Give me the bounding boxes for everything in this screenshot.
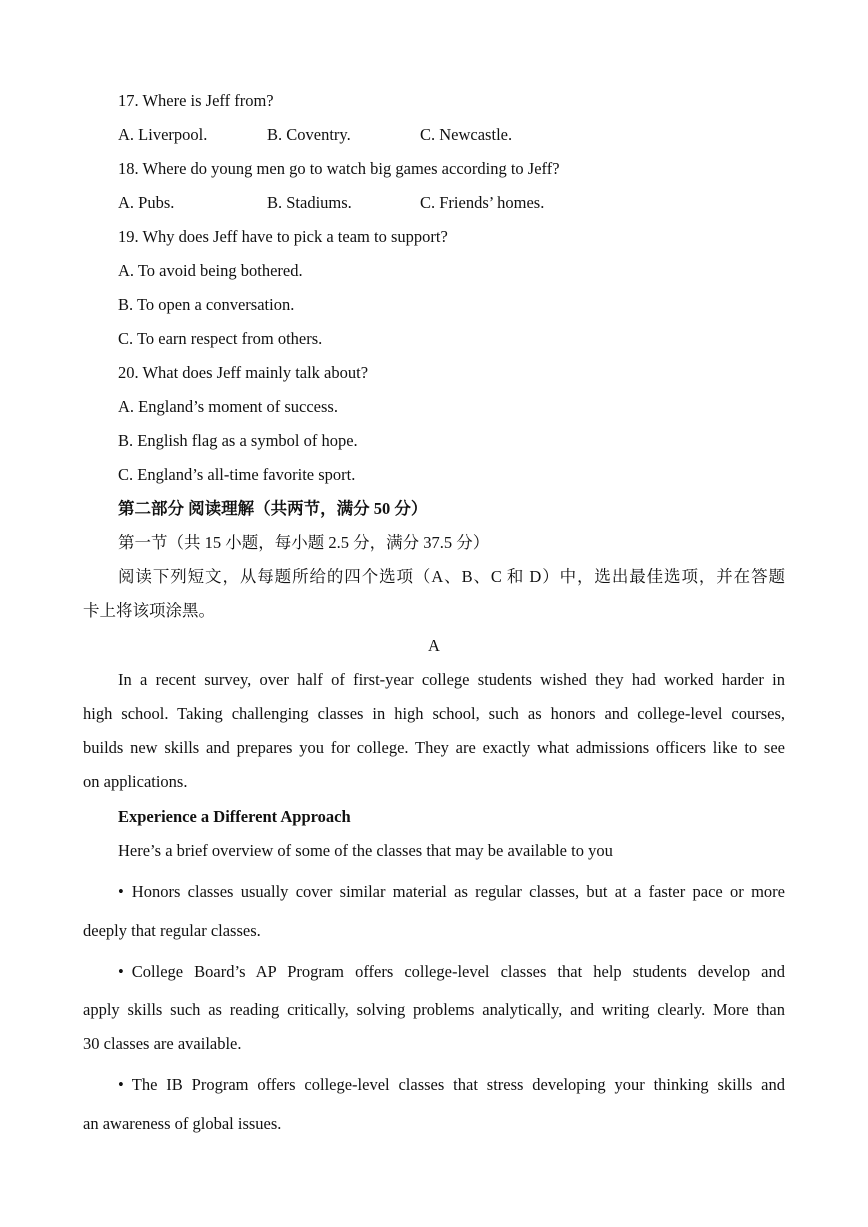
question-20: 20. What does Jeff mainly talk about? [118,363,369,382]
paragraph-line: deeply that regular classes. [83,921,261,940]
option-a: A. Liverpool. [118,125,208,144]
paragraph-line: In a recent survey, over half of first-year college students wished they had worked harder in [118,670,785,689]
bullet-icon: • [118,962,124,981]
paragraph-line: on applications. [83,772,188,791]
instructions-line-1: 阅读下列短文，从每题所给的四个选项（A、B、C 和 D）中，选出最佳选项，并在答题 [118,567,785,586]
option-a: A. To avoid being bothered. [118,261,303,280]
section-part-heading: 第一节（共 15 小题，每小题 2.5 分，满分 37.5 分） [118,533,490,552]
paragraph-line: builds new skills and prepares you for college. They are exactly what admissions officers like to see [83,738,785,757]
bullet-icon: • [118,1075,124,1094]
option-c: C. Newcastle. [420,125,513,144]
option-b: B. Stadiums. [267,193,352,212]
option-c: C. To earn respect from others. [118,329,323,348]
bullet-item [118,1075,785,1095]
question-19: 19. Why does Jeff have to pick a team to support? [118,227,448,246]
paragraph-line: apply skills such as reading critically, solving problems analytically, and writing clearly. More than [83,1000,785,1019]
option-c: C. Friends’ homes. [420,193,545,212]
option-c: C. England’s all-time favorite sport. [118,465,356,484]
question-17: 17. Where is Jeff from? [118,91,274,110]
option-a: A. Pubs. [118,193,175,212]
paragraph-line: high school. Taking challenging classes in high school, such as honors and college-level courses, [83,704,785,723]
bullet-item [118,882,785,902]
option-a: A. England’s moment of success. [118,397,338,416]
bullet-text: The IB Program offers college-level classes that stress developing your thinking skills and [131,1075,785,1094]
bullet-text: College Board’s AP Program offers college-level classes that help students develop and [131,962,785,981]
bullet-icon: • [118,882,124,901]
overview-text: Here’s a brief overview of some of the classes that may be available to you [118,841,613,860]
bullet-item [118,962,785,982]
option-b: B. To open a conversation. [118,295,295,314]
question-18: 18. Where do young men go to watch big games according to Jeff? [118,159,560,178]
bullet-text: Honors classes usually cover similar material as regular classes, but at a faster pace or more [131,882,785,901]
option-b: B. English flag as a symbol of hope. [118,431,358,450]
section-heading: 第二部分 阅读理解（共两节，满分 50 分） [118,499,428,518]
paragraph-line: 30 classes are available. [83,1034,242,1053]
paragraph-line: an awareness of global issues. [83,1114,282,1133]
option-b: B. Coventry. [267,125,351,144]
instructions-line-2: 卡上将该项涂黑。 [83,601,215,620]
passage-label: A [428,636,440,655]
subheading: Experience a Different Approach [118,807,351,826]
